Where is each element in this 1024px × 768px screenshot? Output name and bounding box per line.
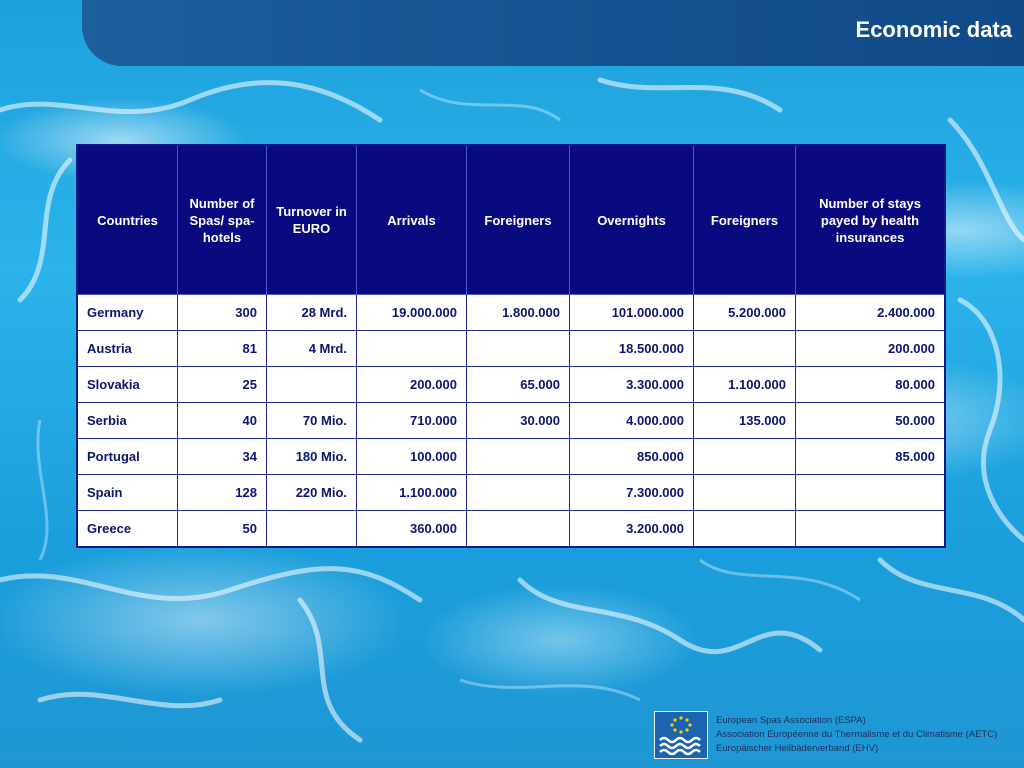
table-header-row <box>77 145 945 295</box>
economic-data-table <box>76 144 946 548</box>
country-cell: Spain <box>77 475 178 511</box>
foreigners-arrivals-cell <box>467 475 570 511</box>
column-header-stays-paid-by-insurance: Number of stays payed by health insurances <box>796 145 946 295</box>
table-row <box>77 295 945 331</box>
spas-cell: 81 <box>178 331 267 367</box>
insurance-stays-cell: 50.000 <box>796 403 946 439</box>
foreigners-arrivals-cell: 65.000 <box>467 367 570 403</box>
table-row <box>77 439 945 475</box>
overnights-cell: 850.000 <box>570 439 694 475</box>
country-cell: Slovakia <box>77 367 178 403</box>
foreigners-overnights-cell <box>694 511 796 548</box>
turnover-cell: 28 Mrd. <box>267 295 357 331</box>
country-cell: Greece <box>77 511 178 548</box>
insurance-stays-cell: 85.000 <box>796 439 946 475</box>
foreigners-arrivals-cell: 1.800.000 <box>467 295 570 331</box>
arrivals-cell: 19.000.000 <box>357 295 467 331</box>
turnover-cell: 180 Mio. <box>267 439 357 475</box>
column-header-turnover: Turnover in EURO <box>267 145 357 295</box>
overnights-cell: 4.000.000 <box>570 403 694 439</box>
insurance-stays-cell: 80.000 <box>796 367 946 403</box>
turnover-cell: 220 Mio. <box>267 475 357 511</box>
foreigners-arrivals-cell <box>467 511 570 548</box>
overnights-cell: 18.500.000 <box>570 331 694 367</box>
insurance-stays-cell <box>796 475 946 511</box>
arrivals-cell: 710.000 <box>357 403 467 439</box>
association-name-fr: Association Européenne du Thermalisme et du Climatisme (AETC) <box>716 729 998 740</box>
overnights-cell: 101.000.000 <box>570 295 694 331</box>
spas-cell: 25 <box>178 367 267 403</box>
overnights-cell: 7.300.000 <box>570 475 694 511</box>
espa-logo-icon <box>654 711 708 759</box>
foreigners-overnights-cell: 1.100.000 <box>694 367 796 403</box>
insurance-stays-cell: 2.400.000 <box>796 295 946 331</box>
foreigners-overnights-cell: 135.000 <box>694 403 796 439</box>
column-header-countries: Countries <box>77 145 178 295</box>
arrivals-cell: 1.100.000 <box>357 475 467 511</box>
association-names <box>716 714 997 756</box>
foreigners-overnights-cell <box>694 331 796 367</box>
column-header-foreigners-arrivals: Foreigners <box>467 145 570 295</box>
page-title: Economic data <box>855 17 1012 42</box>
country-cell: Austria <box>77 331 178 367</box>
table-row <box>77 475 945 511</box>
table-row <box>77 331 945 367</box>
association-name-en: European Spas Association (ESPA) <box>716 715 866 726</box>
column-header-number-of-spas: Number of Spas/ spa-hotels <box>178 145 267 295</box>
association-name-de: Europäischer Heilbäderverband (EHV) <box>716 743 879 754</box>
economic-data-table-container <box>76 144 946 548</box>
insurance-stays-cell <box>796 511 946 548</box>
spas-cell: 40 <box>178 403 267 439</box>
spas-cell: 128 <box>178 475 267 511</box>
foreigners-arrivals-cell: 30.000 <box>467 403 570 439</box>
arrivals-cell: 200.000 <box>357 367 467 403</box>
foreigners-arrivals-cell <box>467 439 570 475</box>
country-cell: Serbia <box>77 403 178 439</box>
country-cell: Germany <box>77 295 178 331</box>
overnights-cell: 3.200.000 <box>570 511 694 548</box>
table-row <box>77 511 945 548</box>
turnover-cell: 70 Mio. <box>267 403 357 439</box>
turnover-cell <box>267 367 357 403</box>
country-cell: Portugal <box>77 439 178 475</box>
spas-cell: 34 <box>178 439 267 475</box>
column-header-foreigners-overnights: Foreigners <box>694 145 796 295</box>
spas-cell: 300 <box>178 295 267 331</box>
table-row <box>77 367 945 403</box>
header-band <box>82 0 1024 66</box>
footer-branding <box>654 712 997 758</box>
table-row <box>77 403 945 439</box>
column-header-overnights: Overnights <box>570 145 694 295</box>
turnover-cell: 4 Mrd. <box>267 331 357 367</box>
turnover-cell <box>267 511 357 548</box>
arrivals-cell: 360.000 <box>357 511 467 548</box>
foreigners-overnights-cell <box>694 439 796 475</box>
insurance-stays-cell: 200.000 <box>796 331 946 367</box>
foreigners-overnights-cell <box>694 475 796 511</box>
arrivals-cell: 100.000 <box>357 439 467 475</box>
column-header-arrivals: Arrivals <box>357 145 467 295</box>
arrivals-cell <box>357 331 467 367</box>
foreigners-overnights-cell: 5.200.000 <box>694 295 796 331</box>
spas-cell: 50 <box>178 511 267 548</box>
overnights-cell: 3.300.000 <box>570 367 694 403</box>
foreigners-arrivals-cell <box>467 331 570 367</box>
